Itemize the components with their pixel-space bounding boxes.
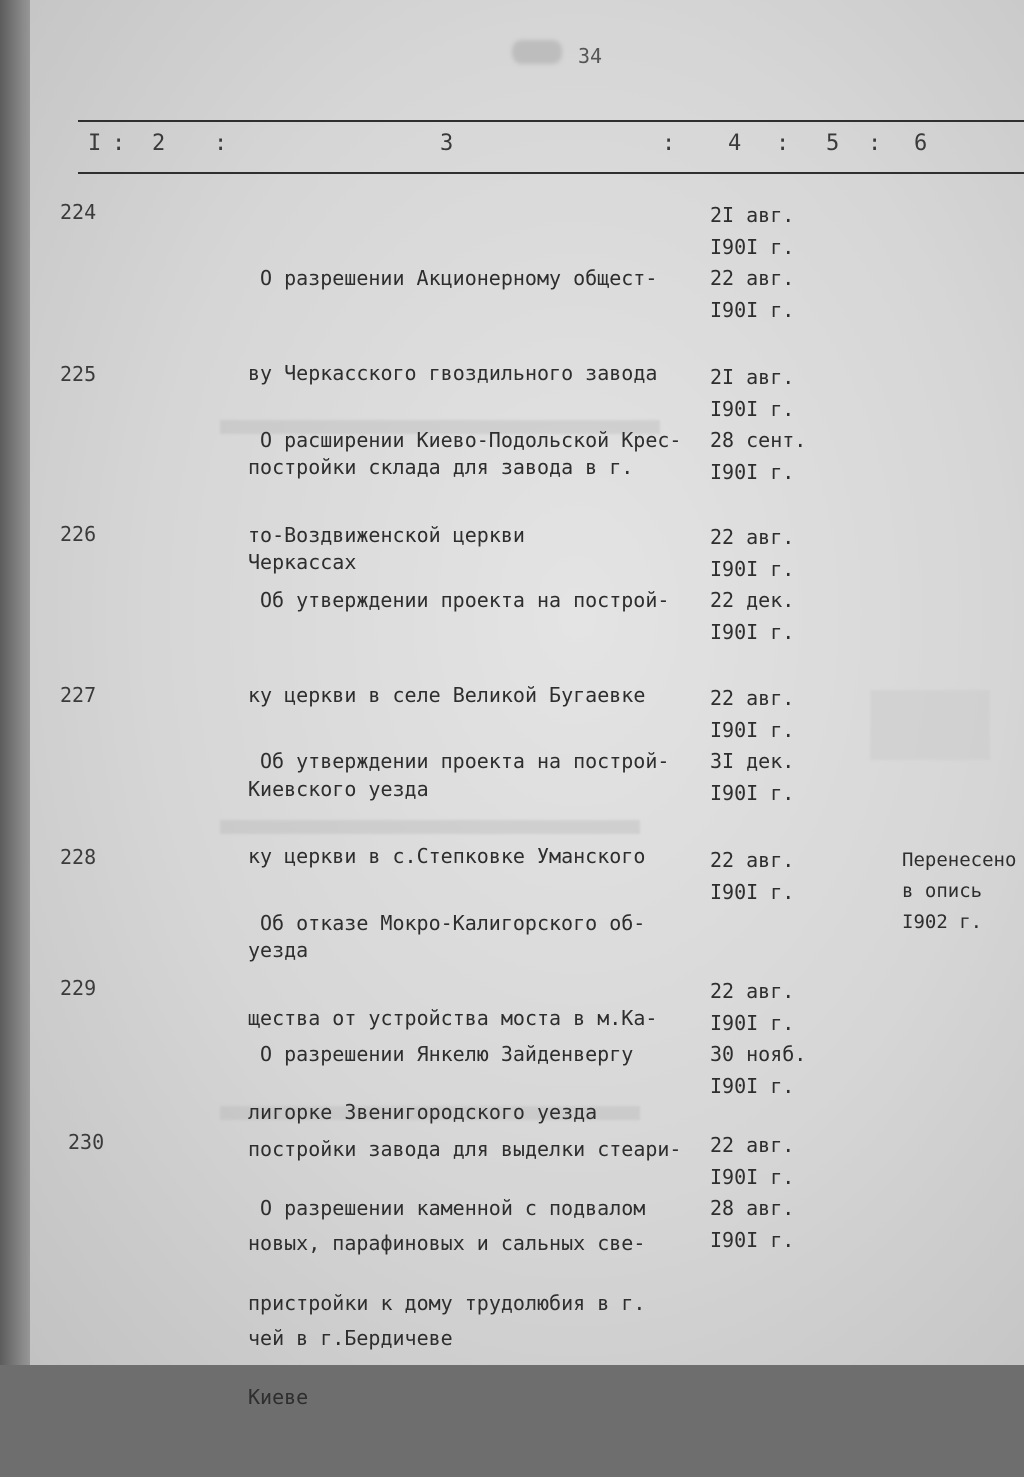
- entry-dates: [710, 200, 820, 326]
- date-line: 22 авг.: [710, 1133, 795, 1157]
- title-line: О расширении Киево-Подольской Крес-: [260, 428, 682, 452]
- column-header-5: 5: [826, 131, 840, 156]
- title-line: Об утверждении проекта на построй-: [260, 588, 670, 612]
- date-line: 22 авг.: [710, 848, 795, 872]
- title-line: Черкассах: [248, 549, 357, 574]
- entry-number: 229: [60, 976, 97, 1000]
- date-line: I90I г.: [710, 459, 795, 484]
- title-line: уезда: [248, 938, 309, 962]
- title-line: постройки склада для завода в г.: [248, 455, 634, 479]
- bleed-through: [870, 690, 990, 760]
- entry-number: 225: [60, 362, 97, 386]
- title-line: пристройки к дому трудолюбия в г.: [248, 1290, 646, 1315]
- date-line: 28 сент.: [710, 428, 807, 452]
- column-header-6: 6: [914, 131, 928, 156]
- title-line: щества от устройства моста в м.Ка-: [248, 1005, 658, 1030]
- date-line: 22 авг.: [710, 686, 795, 710]
- title-line: Киевского уезда: [248, 777, 429, 801]
- title-line: Киеве: [248, 1385, 309, 1409]
- note-line: Перенесено: [902, 849, 1017, 871]
- title-line: О разрешении Янкелю Зайденвергу: [260, 1042, 634, 1066]
- header-bottom-rule: [78, 172, 1024, 174]
- title-line: Об утверждении проекта на построй-: [260, 749, 670, 773]
- entry-note: [902, 845, 1022, 938]
- document-page: [30, 0, 1024, 1409]
- date-line: I90I г.: [710, 1164, 795, 1189]
- date-line: 28 авг.: [710, 1196, 795, 1220]
- date-line: 3I дек.: [710, 749, 795, 773]
- entry-dates: [710, 1130, 820, 1256]
- entry-dates: [710, 522, 820, 648]
- date-line: 22 дек.: [710, 588, 795, 612]
- column-separator: :: [112, 131, 126, 156]
- date-line: I90I г.: [710, 1010, 795, 1035]
- page-number: 34: [578, 44, 603, 68]
- column-separator: :: [662, 131, 676, 156]
- title-line: чей в г.Бердичеве: [248, 1325, 453, 1350]
- date-line: I90I г.: [710, 396, 795, 421]
- date-line: 22 авг.: [710, 525, 795, 549]
- entry-title: [248, 1130, 718, 1477]
- date-line: 22 авг.: [710, 979, 795, 1003]
- title-line: постройки завода для выделки стеари-: [248, 1136, 682, 1161]
- title-line: ву Черкасского гвоздильного завода: [248, 360, 658, 385]
- ink-smudge: [512, 40, 562, 64]
- date-line: I90I г.: [710, 879, 795, 904]
- entry-number: 230: [68, 1130, 105, 1154]
- title-line: лигорке Звенигородского уезда: [248, 1100, 598, 1124]
- date-line: I90I г.: [710, 234, 795, 259]
- note-line: I902 г.: [902, 911, 983, 933]
- column-separator: :: [214, 131, 228, 156]
- date-line: I90I г.: [710, 780, 795, 805]
- date-line: 30 нояб.: [710, 1042, 807, 1066]
- title-line: О разрешении Акционерному общест-: [260, 266, 658, 290]
- column-header-1: I: [88, 131, 102, 156]
- date-line: 2I авг.: [710, 365, 795, 389]
- date-line: I90I г.: [710, 1073, 795, 1098]
- title-line: новых, парафиновых и сальных све-: [248, 1231, 646, 1255]
- entry-number: 227: [60, 683, 97, 707]
- date-line: I90I г.: [710, 619, 795, 644]
- entry-number: 226: [60, 522, 97, 546]
- date-line: 2I авг.: [710, 203, 795, 227]
- header-top-rule: [78, 120, 1024, 122]
- column-header-2: 2: [152, 131, 166, 156]
- column-header-4: 4: [728, 131, 742, 156]
- title-line: ку церкви в с.Степковке Уманского: [248, 843, 646, 868]
- entry-dates: [710, 845, 820, 908]
- date-line: 22 авг.: [710, 266, 795, 290]
- date-line: I90I г.: [710, 556, 795, 581]
- column-separator: :: [868, 131, 882, 156]
- title-line: то-Воздвиженской церкви: [248, 522, 525, 547]
- title-line: О разрешении каменной с подвалом: [260, 1196, 646, 1220]
- entry-dates: [710, 362, 820, 488]
- date-line: I90I г.: [710, 297, 795, 322]
- title-line: Об отказе Мокро-Калигорского об-: [260, 911, 646, 935]
- entry-dates: [710, 976, 820, 1102]
- column-header-3: 3: [440, 131, 454, 156]
- entry-number: 224: [60, 200, 97, 224]
- entry-dates: [710, 683, 820, 809]
- date-line: I90I г.: [710, 717, 795, 742]
- note-line: в опись: [902, 880, 983, 902]
- entry-number: 228: [60, 845, 97, 869]
- date-line: I90I г.: [710, 1227, 795, 1252]
- column-separator: :: [776, 131, 790, 156]
- title-line: ку церкви в селе Великой Бугаевке: [248, 682, 646, 707]
